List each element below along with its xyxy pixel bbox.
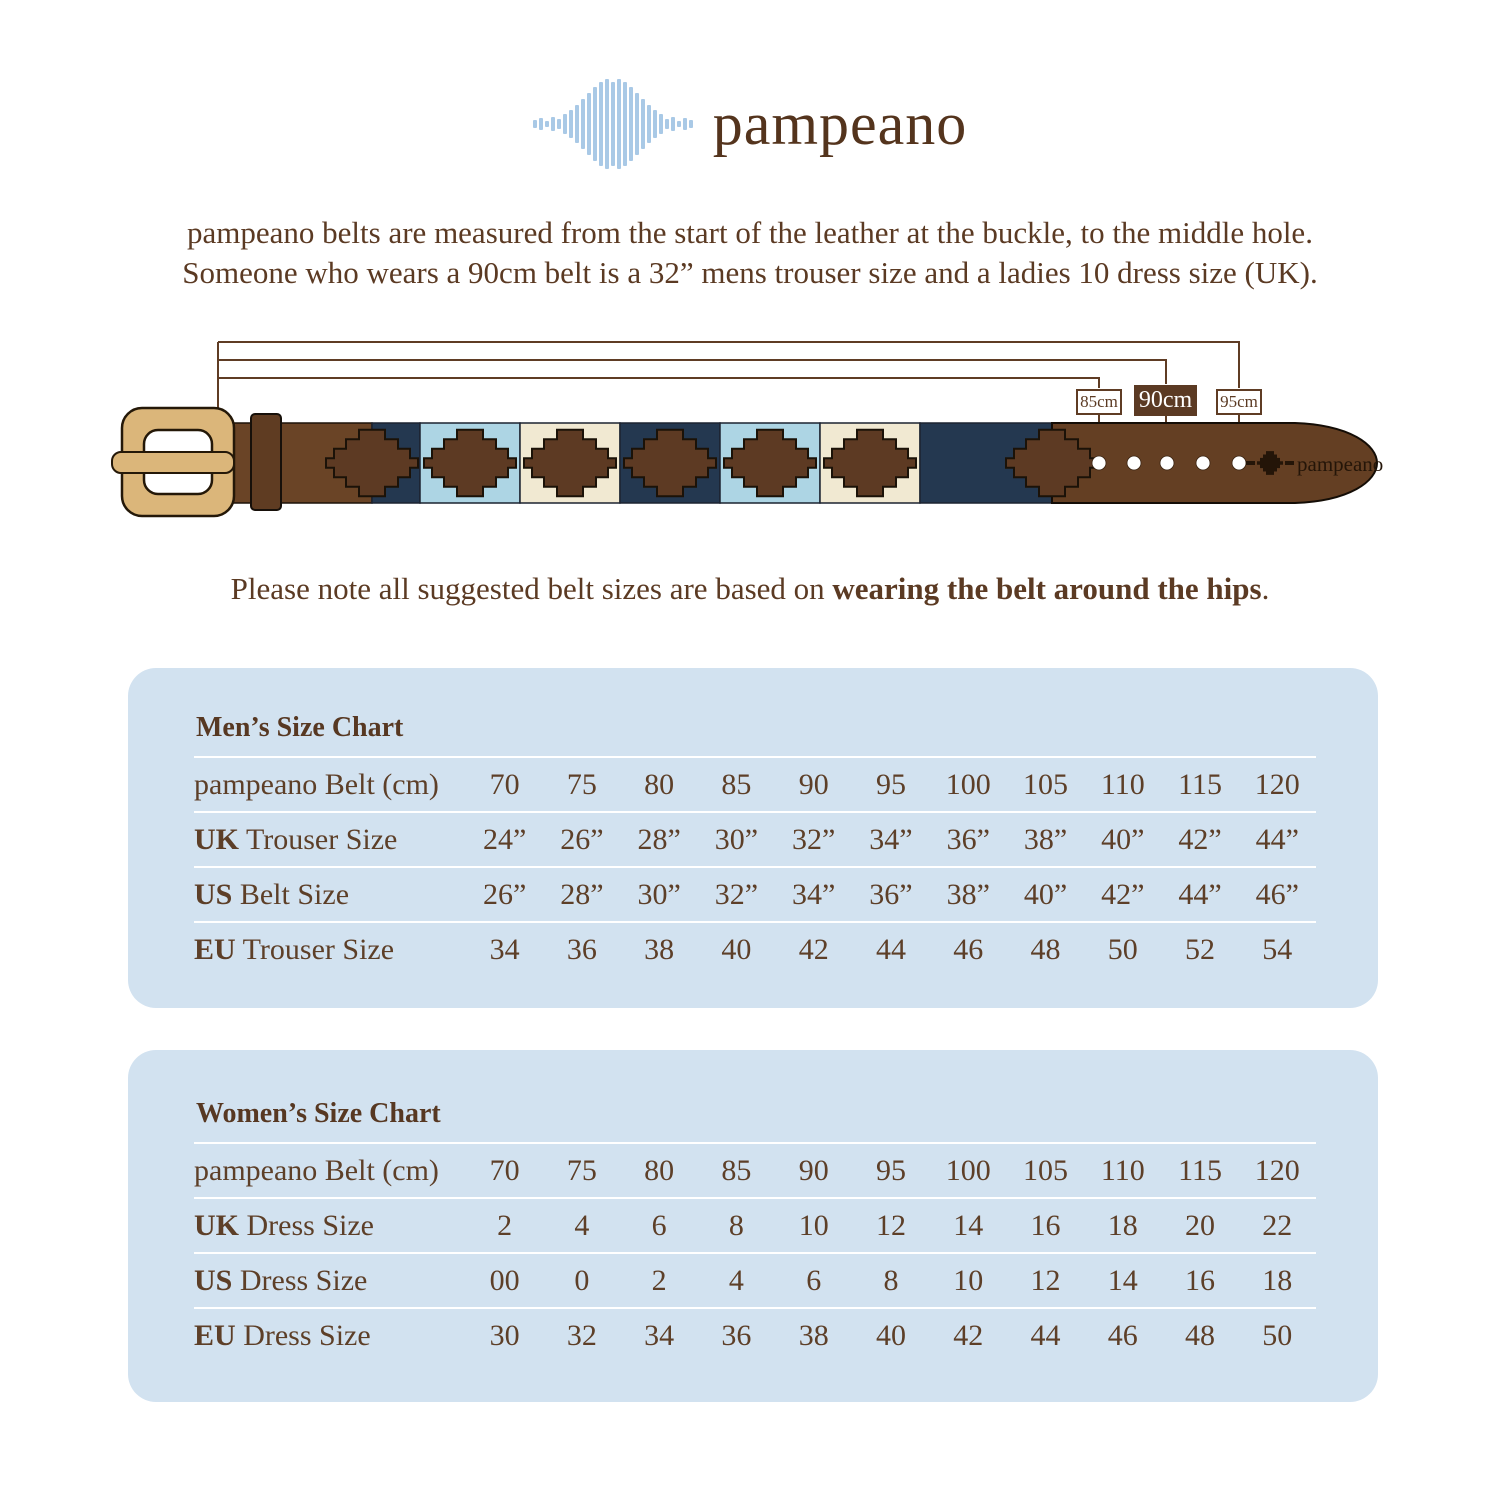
- table-cell: 115: [1178, 767, 1222, 801]
- womens-chart-rows: [194, 1142, 1316, 1362]
- table-cell: 18: [1262, 1263, 1293, 1297]
- row-label: pampeano Belt (cm): [194, 1153, 439, 1187]
- table-cell: 110: [1100, 767, 1145, 801]
- row-label: US Belt Size: [194, 877, 350, 911]
- table-cell: 105: [1022, 1153, 1068, 1187]
- size-label-85cm: 85cm: [1076, 389, 1122, 415]
- note-suffix: .: [1261, 571, 1270, 606]
- womens-size-chart: [128, 1050, 1378, 1402]
- size-label-90cm: 90cm: [1134, 385, 1197, 416]
- row-label: UK Trouser Size: [194, 822, 398, 856]
- table-cell: 6: [651, 1208, 667, 1242]
- buckle-prong: [112, 452, 234, 473]
- table-cell: 42: [953, 1318, 984, 1352]
- table-cell: 26”: [482, 877, 527, 911]
- table-cell: 120: [1254, 1153, 1300, 1187]
- table-cell: 32”: [792, 822, 836, 856]
- hips-note: [0, 571, 1500, 607]
- table-cell: 4: [574, 1208, 590, 1242]
- table-row: [194, 811, 1316, 866]
- table-cell: 36”: [869, 877, 913, 911]
- intro-line-2: Someone who wears a 90cm belt is a 32” mens trouser size and a ladies 10 dress size (UK).: [182, 255, 1318, 290]
- note-prefix: Please note all suggested belt sizes are based on: [230, 571, 833, 606]
- table-cell: 2: [651, 1263, 667, 1297]
- size-label-95cm: 95cm: [1216, 389, 1262, 415]
- table-cell: 22: [1262, 1208, 1293, 1242]
- table-cell: 110: [1100, 1153, 1145, 1187]
- table-cell: 40: [721, 932, 752, 966]
- mens-size-chart: [128, 668, 1378, 1008]
- table-row: [194, 866, 1316, 921]
- table-cell: 28”: [637, 822, 681, 856]
- table-cell: 95: [875, 1153, 906, 1187]
- intro-line-1: pampeano belts are measured from the start of the leather at the buckle, to the middle hole.: [187, 215, 1313, 250]
- belt-keeper: [251, 414, 281, 510]
- table-row: [194, 1307, 1316, 1362]
- mens-chart-rows: [194, 756, 1316, 976]
- table-cell: 24”: [482, 822, 527, 856]
- table-cell: 0: [574, 1263, 590, 1297]
- table-cell: 10: [798, 1208, 829, 1242]
- table-cell: 32”: [714, 877, 759, 911]
- table-cell: 28”: [560, 877, 604, 911]
- table-cell: 90: [798, 767, 829, 801]
- table-cell: 95: [875, 767, 906, 801]
- table-cell: 44: [1030, 1318, 1061, 1352]
- table-cell: 120: [1254, 767, 1300, 801]
- row-label: EU Dress Size: [194, 1318, 371, 1352]
- brand-name: pampeano: [712, 91, 968, 157]
- row-label: EU Trouser Size: [194, 932, 395, 966]
- table-cell: 100: [945, 767, 991, 801]
- table-cell: 32: [566, 1318, 597, 1352]
- table-cell: 4: [728, 1263, 744, 1297]
- table-cell: 44: [875, 932, 906, 966]
- table-cell: 6: [806, 1263, 822, 1297]
- table-cell: 18: [1107, 1208, 1138, 1242]
- table-cell: 70: [489, 767, 520, 801]
- table-cell: 8: [728, 1208, 744, 1242]
- table-row: [194, 1252, 1316, 1307]
- table-cell: 75: [566, 1153, 597, 1187]
- table-cell: 85: [721, 1153, 752, 1187]
- table-cell: 8: [883, 1263, 899, 1297]
- table-cell: 16: [1030, 1208, 1061, 1242]
- table-cell: 26”: [560, 822, 604, 856]
- note-bold: wearing the belt around the hips: [832, 571, 1262, 606]
- waveform-icon: [533, 78, 693, 170]
- table-cell: 52: [1185, 932, 1216, 966]
- table-cell: 115: [1178, 1153, 1222, 1187]
- table-cell: 40”: [1101, 822, 1145, 856]
- table-cell: 75: [566, 767, 597, 801]
- table-cell: 16: [1185, 1263, 1216, 1297]
- table-cell: 38”: [946, 877, 990, 911]
- table-cell: 46”: [1255, 877, 1299, 911]
- table-cell: 14: [1107, 1263, 1138, 1297]
- row-label: pampeano Belt (cm): [194, 767, 439, 801]
- mens-chart-title: Men’s Size Chart: [196, 712, 404, 743]
- row-label: UK Dress Size: [194, 1208, 374, 1242]
- table-cell: 12: [875, 1208, 906, 1242]
- table-cell: 30”: [714, 822, 759, 856]
- table-cell: 90: [798, 1153, 829, 1187]
- tail-stamp-text: pampeano: [1297, 452, 1384, 476]
- row-label: US Dress Size: [194, 1263, 368, 1297]
- table-cell: 38: [644, 932, 675, 966]
- table-cell: 34: [644, 1318, 675, 1352]
- table-cell: 36”: [946, 822, 990, 856]
- table-cell: 40: [875, 1318, 906, 1352]
- womens-chart-title: Women’s Size Chart: [196, 1098, 441, 1129]
- table-cell: 70: [489, 1153, 520, 1187]
- intro-text: [0, 213, 1500, 293]
- table-cell: 34: [489, 932, 520, 966]
- table-cell: 00: [489, 1263, 520, 1297]
- table-cell: 42”: [1101, 877, 1145, 911]
- table-cell: 14: [953, 1208, 984, 1242]
- table-cell: 36: [721, 1318, 752, 1352]
- belt-buckle: [112, 408, 234, 516]
- table-cell: 2: [497, 1208, 513, 1242]
- table-cell: 34”: [792, 877, 836, 911]
- table-row: [194, 756, 1316, 811]
- table-cell: 50: [1107, 932, 1138, 966]
- belt-measurement-diagram: [0, 330, 1500, 570]
- table-cell: 38”: [1023, 822, 1068, 856]
- table-cell: 36: [566, 932, 597, 966]
- table-cell: 44”: [1255, 822, 1299, 856]
- table-row: [194, 1142, 1316, 1197]
- table-cell: 100: [945, 1153, 991, 1187]
- table-cell: 42: [798, 932, 829, 966]
- table-cell: 30: [489, 1318, 520, 1352]
- table-cell: 12: [1030, 1263, 1061, 1297]
- table-cell: 20: [1185, 1208, 1216, 1242]
- table-cell: 80: [644, 767, 675, 801]
- table-cell: 44”: [1178, 877, 1222, 911]
- table-row: [194, 921, 1316, 976]
- table-cell: 48: [1185, 1318, 1216, 1352]
- table-cell: 34”: [869, 822, 913, 856]
- table-cell: 42”: [1178, 822, 1222, 856]
- table-cell: 54: [1262, 932, 1293, 966]
- table-cell: 38: [798, 1318, 829, 1352]
- table-cell: 10: [953, 1263, 984, 1297]
- table-cell: 40”: [1023, 877, 1068, 911]
- table-cell: 30”: [637, 877, 681, 911]
- belt-illustration: [0, 330, 1500, 570]
- table-cell: 85: [721, 767, 752, 801]
- table-cell: 50: [1262, 1318, 1293, 1352]
- table-cell: 105: [1022, 767, 1068, 801]
- table-cell: 48: [1030, 932, 1061, 966]
- table-cell: 46: [953, 932, 984, 966]
- brand-header: [0, 78, 1500, 170]
- table-cell: 46: [1107, 1318, 1138, 1352]
- table-cell: 80: [644, 1153, 675, 1187]
- table-row: [194, 1197, 1316, 1252]
